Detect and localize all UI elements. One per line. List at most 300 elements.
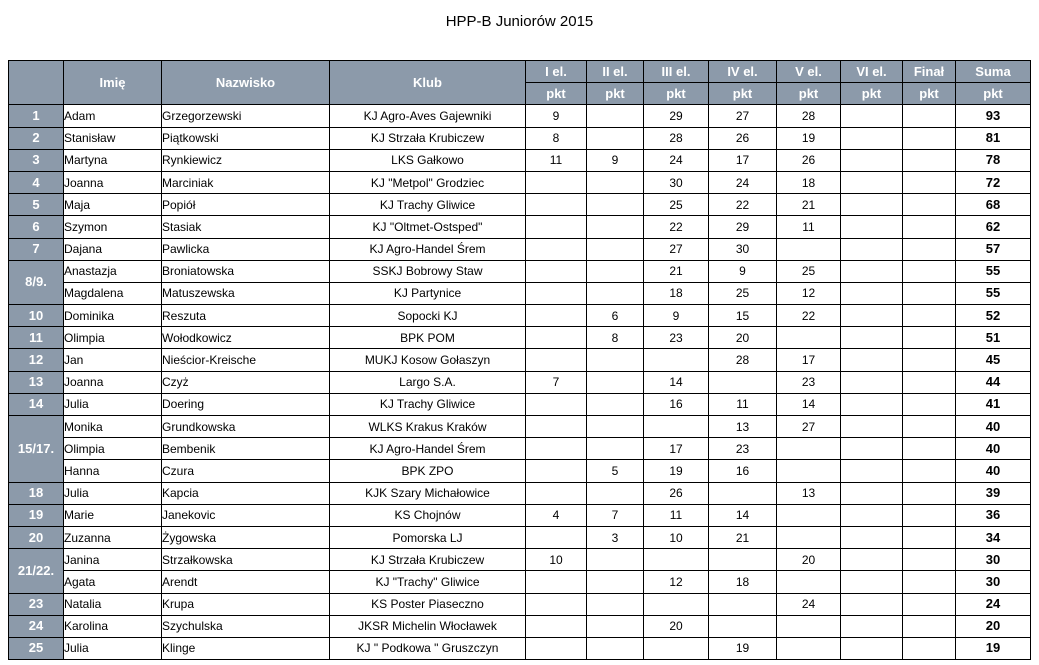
- points-cell: [841, 238, 903, 260]
- points-cell: [709, 482, 777, 504]
- last-name-cell: Reszuta: [162, 305, 330, 327]
- points-cell: [903, 482, 956, 504]
- rank-cell: 6: [9, 216, 64, 238]
- suma-cell: 36: [956, 504, 1031, 526]
- suma-cell: 41: [956, 393, 1031, 415]
- suma-cell: 39: [956, 482, 1031, 504]
- points-cell: [841, 371, 903, 393]
- points-cell: [903, 127, 956, 149]
- points-cell: 17: [709, 149, 777, 171]
- points-cell: [841, 615, 903, 637]
- points-cell: [526, 393, 587, 415]
- header-unit: pkt: [841, 83, 903, 105]
- points-cell: [777, 504, 841, 526]
- rank-cell: 25: [9, 637, 64, 659]
- points-cell: [644, 593, 709, 615]
- points-cell: 26: [644, 482, 709, 504]
- club-cell: KS Chojnów: [330, 504, 526, 526]
- points-cell: [526, 194, 587, 216]
- suma-cell: 30: [956, 571, 1031, 593]
- points-cell: [587, 349, 644, 371]
- table-row: [9, 460, 1031, 482]
- points-cell: 11: [526, 149, 587, 171]
- rank-cell: 3: [9, 149, 64, 171]
- rank-cell: 4: [9, 171, 64, 193]
- table-row: [9, 504, 1031, 526]
- points-cell: 11: [709, 393, 777, 415]
- table-row: [9, 349, 1031, 371]
- points-cell: 5: [587, 460, 644, 482]
- points-cell: [587, 238, 644, 260]
- points-cell: 23: [709, 438, 777, 460]
- header-unit: pkt: [526, 83, 587, 105]
- points-cell: 28: [709, 349, 777, 371]
- points-cell: [903, 393, 956, 415]
- table-row: [9, 127, 1031, 149]
- rank-cell: 21/22.: [9, 549, 64, 593]
- points-cell: 28: [644, 127, 709, 149]
- table-row: [9, 171, 1031, 193]
- club-cell: KJK Szary Michałowice: [330, 482, 526, 504]
- club-cell: LKS Gałkowo: [330, 149, 526, 171]
- table-row: [9, 371, 1031, 393]
- rank-cell: 23: [9, 593, 64, 615]
- suma-cell: 40: [956, 416, 1031, 438]
- first-name-cell: Zuzanna: [64, 526, 162, 548]
- first-name-cell: Adam: [64, 105, 162, 127]
- points-cell: [903, 349, 956, 371]
- header-unit: pkt: [587, 83, 644, 105]
- points-cell: [841, 216, 903, 238]
- results-table: [8, 60, 1031, 660]
- points-cell: [587, 549, 644, 571]
- points-cell: 3: [587, 526, 644, 548]
- table-row: [9, 105, 1031, 127]
- header-row: [9, 61, 1031, 83]
- points-cell: [841, 482, 903, 504]
- points-cell: [903, 149, 956, 171]
- points-cell: [841, 127, 903, 149]
- table-row: [9, 416, 1031, 438]
- table-row: [9, 549, 1031, 571]
- points-cell: 26: [777, 149, 841, 171]
- points-cell: [709, 371, 777, 393]
- points-cell: 20: [644, 615, 709, 637]
- suma-cell: 40: [956, 438, 1031, 460]
- points-cell: [526, 526, 587, 548]
- table-row: [9, 482, 1031, 504]
- points-cell: [526, 305, 587, 327]
- points-cell: [777, 238, 841, 260]
- table-body: [9, 105, 1031, 660]
- points-cell: 27: [777, 416, 841, 438]
- first-name-cell: Dominika: [64, 305, 162, 327]
- suma-cell: 20: [956, 615, 1031, 637]
- first-name-cell: Julia: [64, 482, 162, 504]
- points-cell: [841, 393, 903, 415]
- points-cell: [841, 549, 903, 571]
- header-round: II el.: [587, 61, 644, 83]
- last-name-cell: Marciniak: [162, 171, 330, 193]
- points-cell: [526, 593, 587, 615]
- table-row: [9, 571, 1031, 593]
- last-name-cell: Piątkowski: [162, 127, 330, 149]
- last-name-cell: Żygowska: [162, 526, 330, 548]
- points-cell: 6: [587, 305, 644, 327]
- points-cell: 10: [526, 549, 587, 571]
- points-cell: [903, 238, 956, 260]
- suma-cell: 24: [956, 593, 1031, 615]
- first-name-cell: Joanna: [64, 371, 162, 393]
- last-name-cell: Grzegorzewski: [162, 105, 330, 127]
- points-cell: 9: [526, 105, 587, 127]
- suma-cell: 78: [956, 149, 1031, 171]
- club-cell: WLKS Krakus Kraków: [330, 416, 526, 438]
- points-cell: [903, 549, 956, 571]
- first-name-cell: Karolina: [64, 615, 162, 637]
- last-name-cell: Broniatowska: [162, 260, 330, 282]
- suma-cell: 52: [956, 305, 1031, 327]
- table-row: [9, 194, 1031, 216]
- header-last-name: Nazwisko: [162, 61, 330, 105]
- points-cell: 14: [777, 393, 841, 415]
- last-name-cell: Szychulska: [162, 615, 330, 637]
- points-cell: [841, 349, 903, 371]
- points-cell: 19: [709, 637, 777, 659]
- points-cell: 27: [709, 105, 777, 127]
- suma-cell: 57: [956, 238, 1031, 260]
- points-cell: [587, 171, 644, 193]
- points-cell: [903, 571, 956, 593]
- points-cell: 24: [777, 593, 841, 615]
- points-cell: [587, 371, 644, 393]
- rank-cell: 14: [9, 393, 64, 415]
- points-cell: [526, 282, 587, 304]
- points-cell: 8: [587, 327, 644, 349]
- points-cell: [903, 371, 956, 393]
- points-cell: [841, 105, 903, 127]
- table-row: [9, 216, 1031, 238]
- points-cell: [777, 438, 841, 460]
- points-cell: [903, 504, 956, 526]
- points-cell: [841, 571, 903, 593]
- club-cell: Largo S.A.: [330, 371, 526, 393]
- points-cell: 23: [644, 327, 709, 349]
- points-cell: 24: [709, 171, 777, 193]
- last-name-cell: Matuszewska: [162, 282, 330, 304]
- first-name-cell: Olimpia: [64, 327, 162, 349]
- first-name-cell: Julia: [64, 637, 162, 659]
- first-name-cell: Olimpia: [64, 438, 162, 460]
- points-cell: 29: [709, 216, 777, 238]
- table-row: [9, 149, 1031, 171]
- points-cell: 22: [644, 216, 709, 238]
- first-name-cell: Dajana: [64, 238, 162, 260]
- club-cell: KJ Partynice: [330, 282, 526, 304]
- points-cell: [903, 416, 956, 438]
- suma-cell: 55: [956, 260, 1031, 282]
- club-cell: Sopocki KJ: [330, 305, 526, 327]
- suma-cell: 19: [956, 637, 1031, 659]
- points-cell: [903, 593, 956, 615]
- first-name-cell: Julia: [64, 393, 162, 415]
- first-name-cell: Martyna: [64, 149, 162, 171]
- points-cell: 22: [777, 305, 841, 327]
- points-cell: 25: [644, 194, 709, 216]
- points-cell: 17: [644, 438, 709, 460]
- suma-cell: 55: [956, 282, 1031, 304]
- points-cell: 10: [644, 526, 709, 548]
- points-cell: [841, 504, 903, 526]
- points-cell: 18: [709, 571, 777, 593]
- club-cell: SSKJ Bobrowy Staw: [330, 260, 526, 282]
- points-cell: [841, 194, 903, 216]
- points-cell: [903, 260, 956, 282]
- points-cell: [841, 438, 903, 460]
- points-cell: [841, 593, 903, 615]
- table-row: [9, 260, 1031, 282]
- points-cell: [903, 305, 956, 327]
- points-cell: [526, 637, 587, 659]
- points-cell: 13: [777, 482, 841, 504]
- points-cell: [777, 526, 841, 548]
- points-cell: [526, 416, 587, 438]
- points-cell: [587, 393, 644, 415]
- points-cell: [841, 637, 903, 659]
- header-unit: pkt: [709, 83, 777, 105]
- last-name-cell: Grundkowska: [162, 416, 330, 438]
- first-name-cell: Jan: [64, 349, 162, 371]
- points-cell: [903, 460, 956, 482]
- table-row: [9, 282, 1031, 304]
- points-cell: 14: [709, 504, 777, 526]
- table-row: [9, 593, 1031, 615]
- rank-cell: 15/17.: [9, 416, 64, 483]
- points-cell: [526, 482, 587, 504]
- first-name-cell: Monika: [64, 416, 162, 438]
- rank-cell: 12: [9, 349, 64, 371]
- points-cell: [841, 526, 903, 548]
- club-cell: KJ Agro-Aves Gajewniki: [330, 105, 526, 127]
- first-name-cell: Stanisław: [64, 127, 162, 149]
- header-unit: pkt: [777, 83, 841, 105]
- points-cell: 14: [644, 371, 709, 393]
- header-round: III el.: [644, 61, 709, 83]
- first-name-cell: Marie: [64, 504, 162, 526]
- first-name-cell: Anastazja: [64, 260, 162, 282]
- last-name-cell: Strzałkowska: [162, 549, 330, 571]
- last-name-cell: Wołodkowicz: [162, 327, 330, 349]
- last-name-cell: Krupa: [162, 593, 330, 615]
- club-cell: KJ Agro-Handel Śrem: [330, 438, 526, 460]
- points-cell: 28: [777, 105, 841, 127]
- points-cell: [587, 593, 644, 615]
- suma-cell: 68: [956, 194, 1031, 216]
- points-cell: [903, 105, 956, 127]
- points-cell: 16: [644, 393, 709, 415]
- points-cell: [709, 615, 777, 637]
- club-cell: KJ "Trachy" Gliwice: [330, 571, 526, 593]
- rank-cell: 2: [9, 127, 64, 149]
- points-cell: [777, 571, 841, 593]
- points-cell: [903, 615, 956, 637]
- points-cell: [709, 549, 777, 571]
- rank-cell: 18: [9, 482, 64, 504]
- last-name-cell: Stasiak: [162, 216, 330, 238]
- club-cell: JKSR Michelin Włocławek: [330, 615, 526, 637]
- club-cell: BPK POM: [330, 327, 526, 349]
- suma-cell: 93: [956, 105, 1031, 127]
- points-cell: [903, 171, 956, 193]
- points-cell: [644, 549, 709, 571]
- points-cell: [644, 349, 709, 371]
- rank-cell: 10: [9, 305, 64, 327]
- points-cell: 20: [777, 549, 841, 571]
- points-cell: [587, 216, 644, 238]
- points-cell: 21: [644, 260, 709, 282]
- suma-cell: 51: [956, 327, 1031, 349]
- header-rank: [9, 61, 64, 105]
- points-cell: [903, 526, 956, 548]
- points-cell: 24: [644, 149, 709, 171]
- points-cell: [526, 460, 587, 482]
- points-cell: 18: [644, 282, 709, 304]
- points-cell: 4: [526, 504, 587, 526]
- points-cell: 19: [777, 127, 841, 149]
- points-cell: 9: [644, 305, 709, 327]
- header-club: Klub: [330, 61, 526, 105]
- last-name-cell: Doering: [162, 393, 330, 415]
- header-unit: pkt: [956, 83, 1031, 105]
- points-cell: [903, 637, 956, 659]
- points-cell: [587, 637, 644, 659]
- club-cell: MUKJ Kosow Gołaszyn: [330, 349, 526, 371]
- last-name-cell: Czura: [162, 460, 330, 482]
- table-row: [9, 438, 1031, 460]
- header-unit: pkt: [644, 83, 709, 105]
- points-cell: [587, 282, 644, 304]
- points-cell: [903, 194, 956, 216]
- points-cell: [841, 460, 903, 482]
- points-cell: 7: [587, 504, 644, 526]
- suma-cell: 81: [956, 127, 1031, 149]
- first-name-cell: Janina: [64, 549, 162, 571]
- club-cell: KJ Trachy Gliwice: [330, 194, 526, 216]
- points-cell: 21: [777, 194, 841, 216]
- points-cell: 23: [777, 371, 841, 393]
- suma-cell: 34: [956, 526, 1031, 548]
- suma-cell: 45: [956, 349, 1031, 371]
- header-round: VI el.: [841, 61, 903, 83]
- points-cell: [587, 416, 644, 438]
- points-cell: 18: [777, 171, 841, 193]
- page-title: HPP-B Juniorów 2015: [445, 13, 594, 30]
- points-cell: [709, 593, 777, 615]
- rank-cell: 11: [9, 327, 64, 349]
- club-cell: KJ "Metpol" Grodziec: [330, 171, 526, 193]
- header-round: IV el.: [709, 61, 777, 83]
- points-cell: 12: [644, 571, 709, 593]
- points-cell: [841, 327, 903, 349]
- table-row: [9, 526, 1031, 548]
- points-cell: 13: [709, 416, 777, 438]
- first-name-cell: Joanna: [64, 171, 162, 193]
- points-cell: [777, 637, 841, 659]
- points-cell: 27: [644, 238, 709, 260]
- points-cell: [903, 282, 956, 304]
- points-cell: [903, 438, 956, 460]
- points-cell: [841, 171, 903, 193]
- club-cell: KJ " Podkowa " Gruszczyn: [330, 637, 526, 659]
- club-cell: KS Poster Piaseczno: [330, 593, 526, 615]
- last-name-cell: Rynkiewicz: [162, 149, 330, 171]
- header-round: I el.: [526, 61, 587, 83]
- table-header: [9, 61, 1031, 105]
- last-name-cell: Klinge: [162, 637, 330, 659]
- table-row: [9, 327, 1031, 349]
- last-name-cell: Czyż: [162, 371, 330, 393]
- points-cell: 26: [709, 127, 777, 149]
- last-name-cell: Kapcia: [162, 482, 330, 504]
- points-cell: 9: [587, 149, 644, 171]
- points-cell: [587, 105, 644, 127]
- points-cell: 25: [777, 260, 841, 282]
- points-cell: [644, 637, 709, 659]
- points-cell: 19: [644, 460, 709, 482]
- points-cell: [587, 127, 644, 149]
- last-name-cell: Janekovic: [162, 504, 330, 526]
- points-cell: [526, 171, 587, 193]
- points-cell: [903, 216, 956, 238]
- table-row: [9, 637, 1031, 659]
- points-cell: [526, 615, 587, 637]
- table-row: [9, 238, 1031, 260]
- first-name-cell: Natalia: [64, 593, 162, 615]
- points-cell: 30: [644, 171, 709, 193]
- points-cell: [841, 260, 903, 282]
- points-cell: 12: [777, 282, 841, 304]
- points-cell: [841, 305, 903, 327]
- points-cell: 16: [709, 460, 777, 482]
- suma-cell: 62: [956, 216, 1031, 238]
- suma-cell: 40: [956, 460, 1031, 482]
- table-row: [9, 305, 1031, 327]
- rank-cell: 19: [9, 504, 64, 526]
- last-name-cell: Nieścior-Kreische: [162, 349, 330, 371]
- rank-cell: 8/9.: [9, 260, 64, 304]
- points-cell: 8: [526, 127, 587, 149]
- table-row: [9, 393, 1031, 415]
- points-cell: 30: [709, 238, 777, 260]
- suma-cell: 72: [956, 171, 1031, 193]
- first-name-cell: Agata: [64, 571, 162, 593]
- header-first-name: Imię: [64, 61, 162, 105]
- points-cell: [777, 615, 841, 637]
- points-cell: 11: [644, 504, 709, 526]
- points-cell: [777, 327, 841, 349]
- rank-cell: 1: [9, 105, 64, 127]
- club-cell: BPK ZPO: [330, 460, 526, 482]
- points-cell: [587, 482, 644, 504]
- points-cell: [587, 615, 644, 637]
- suma-cell: 44: [956, 371, 1031, 393]
- points-cell: [644, 416, 709, 438]
- points-cell: [903, 327, 956, 349]
- club-cell: KJ Trachy Gliwice: [330, 393, 526, 415]
- points-cell: 15: [709, 305, 777, 327]
- first-name-cell: Szymon: [64, 216, 162, 238]
- points-cell: 22: [709, 194, 777, 216]
